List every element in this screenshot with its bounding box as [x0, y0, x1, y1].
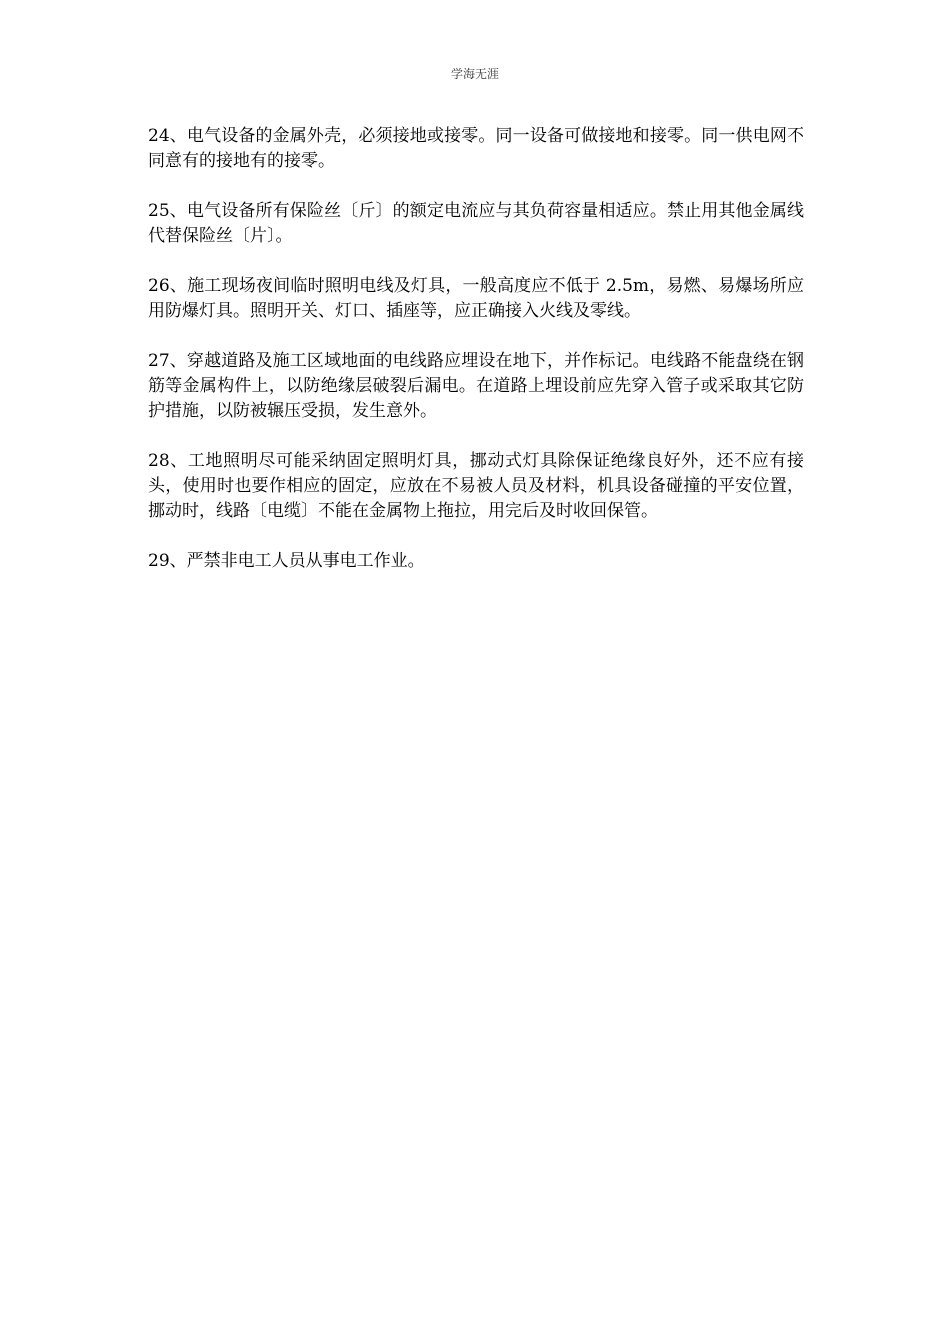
paragraph-27: 27、穿越道路及施工区域地面的电线路应埋设在地下，并作标记。电线路不能盘绕在钢筋等金属构件上，以防绝缘层破裂后漏电。在道路上埋设前应先穿入管子或采取其它防护措施，以防被辗压受损，发生意外。 [148, 351, 804, 421]
paragraph-25: 25、电气设备所有保险丝〔斤〕的额定电流应与其负荷容量相适应。禁止用其他金属线代替保险丝〔片〕。 [148, 201, 804, 246]
paragraph-24: 24、电气设备的金属外壳，必须接地或接零。同一设备可做接地和接零。同一供电网不同意有的接地有的接零。 [148, 126, 804, 171]
paragraph-28: 28、工地照明尽可能采纳固定照明灯具，挪动式灯具除保证绝缘良好外，还不应有接头，使用时也要作相应的固定，应放在不易被人员及材料，机具设备碰撞的平安位置，挪动时，线路〔电缆〕不能在金属物上拖拉，用完后及时收回保管。 [148, 451, 804, 521]
document-body [148, 124, 804, 599]
paragraph-29: 29、严禁非电工人员从事电工作业。 [148, 551, 425, 571]
page-header: 学海无涯 [450, 67, 499, 81]
paragraph-26: 26、施工现场夜间临时照明电线及灯具，一般高度应不低于 2.5m，易燃、易爆场所应用防爆灯具。照明开关、灯口、插座等，应正确接入火线及零线。 [148, 276, 804, 321]
